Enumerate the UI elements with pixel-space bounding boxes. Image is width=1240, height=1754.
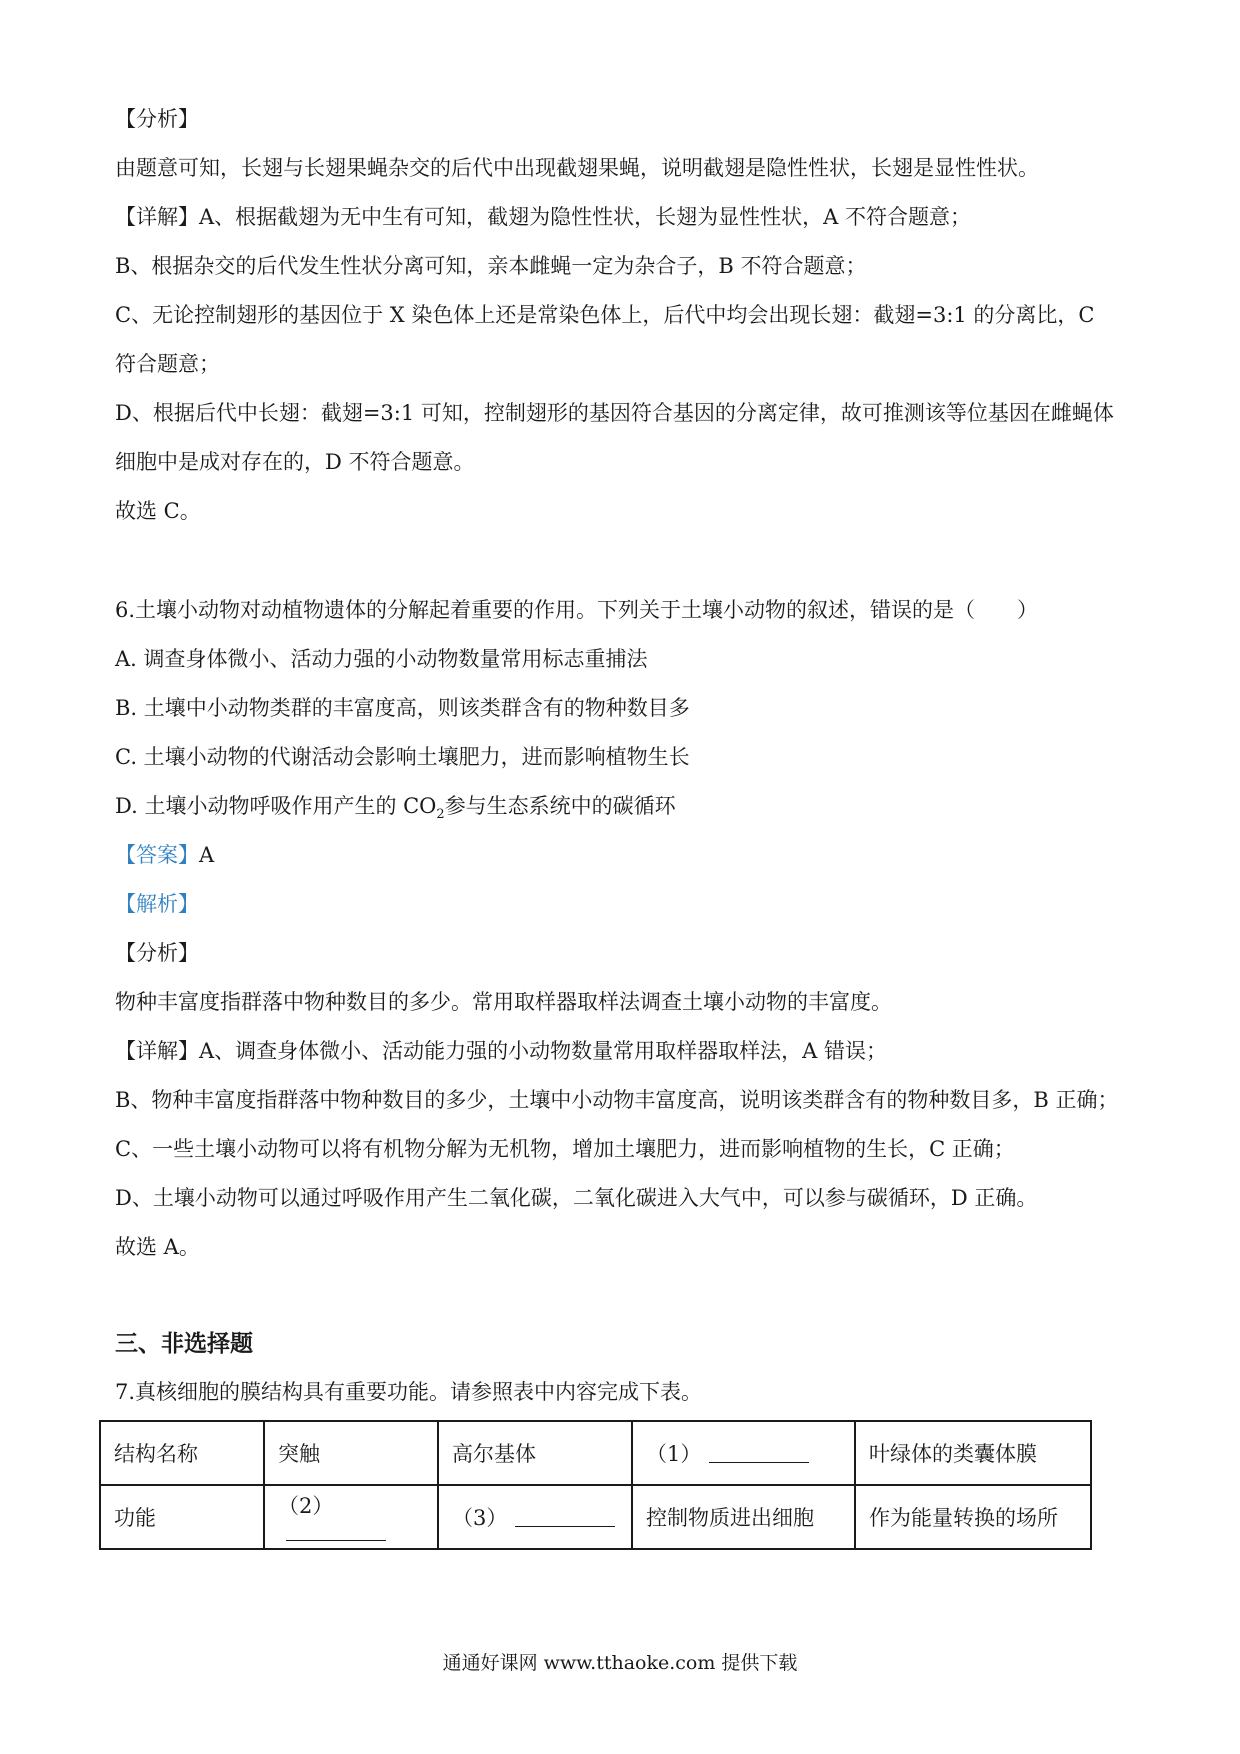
q5-detail-c-line2: 符合题意；	[115, 352, 220, 376]
table-cell: 突触	[264, 1421, 438, 1485]
table-cell: 作为能量转换的场所	[855, 1485, 1091, 1549]
q6-detail-b: B、物种丰富度指群落中物种数目的多少，土壤中小动物丰富度高，说明该类群含有的物种数目多，B 正确；	[115, 1088, 1119, 1112]
table-cell: 高尔基体	[438, 1421, 632, 1485]
answer-blank[interactable]	[515, 1508, 615, 1527]
q6-analysis-text: 物种丰富度指群落中物种数目的多少。常用取样器取样法调查土壤小动物的丰富度。	[115, 990, 892, 1014]
q6-explain-label: 【解析】	[115, 892, 199, 916]
table-cell-blank-3	[438, 1485, 632, 1549]
section-heading: 三、非选择题	[115, 1330, 253, 1357]
q5-detail-d-line2: 细胞中是成对存在的，D 不符合题意。	[115, 450, 475, 474]
q7-stem: 7.真核细胞的膜结构具有重要功能。请参照表中内容完成下表。	[115, 1380, 703, 1404]
q6-answer-value: A	[199, 843, 215, 867]
q5-detail-c-line1: C、无论控制翅形的基因位于 X 染色体上还是常染色体上，后代中均会出现长翅：截翅=3:1 的分离比，C	[115, 303, 1095, 327]
table-cell-blank-1	[632, 1421, 855, 1485]
page-footer: 通通好课网 www.tthaoke.com 提供下载	[442, 1652, 798, 1674]
q6-answer-label: 【答案】	[115, 843, 199, 867]
q5-analysis-label: 【分析】	[115, 107, 199, 131]
q6-answer	[115, 841, 214, 869]
q5-detail-a: 【详解】A、根据截翅为无中生有可知，截翅为隐性性状，长翅为显性性状，A 不符合题意；	[115, 205, 972, 229]
blank-label: （2）	[278, 1494, 334, 1518]
answer-blank[interactable]	[286, 1522, 386, 1541]
q6-option-d-subscript: 2	[436, 807, 445, 823]
q6-option-a: A. 调查身体微小、活动力强的小动物数量常用标志重捕法	[115, 647, 648, 671]
q6-option-b: B. 土壤中小动物类群的丰富度高，则该类群含有的物种数目多	[115, 696, 690, 720]
q5-detail-d-line1: D、根据后代中长翅：截翅=3:1 可知，控制翅形的基因符合基因的分离定律，故可推测该等位基因在雌蝇体	[115, 401, 1114, 425]
table-cell: 叶绿体的类囊体膜	[855, 1421, 1091, 1485]
q5-analysis-text: 由题意可知，长翅与长翅果蝇杂交的后代中出现截翅果蝇，说明截翅是隐性性状，长翅是显性性状。	[115, 156, 1039, 180]
q5-detail-b: B、根据杂交的后代发生性状分离可知，亲本雌蝇一定为杂合子，B 不符合题意；	[115, 254, 867, 278]
q6-option-d-text: D. 土壤小动物呼吸作用产生的 CO	[115, 794, 437, 818]
table-cell-blank-2	[264, 1485, 438, 1549]
table-row	[100, 1485, 1091, 1549]
blank-label: （1）	[646, 1442, 702, 1466]
q6-option-c: C. 土壤小动物的代谢活动会影响土壤肥力，进而影响植物生长	[115, 745, 690, 769]
q6-detail-a: 【详解】A、调查身体微小、活动能力强的小动物数量常用取样器取样法，A 错误；	[115, 1039, 888, 1063]
membrane-structure-table	[99, 1420, 1092, 1550]
table-header-cell: 结构名称	[100, 1421, 264, 1485]
q6-option-d-rest: 参与生态系统中的碳循环	[444, 794, 676, 818]
answer-blank[interactable]	[709, 1444, 809, 1463]
table-cell: 控制物质进出细胞	[632, 1485, 855, 1549]
table-header-cell: 功能	[100, 1485, 264, 1549]
q6-analysis-label: 【分析】	[115, 941, 199, 965]
q6-detail-c: C、一些土壤小动物可以将有机物分解为无机物，增加土壤肥力，进而影响植物的生长，C 正确；	[115, 1137, 1015, 1161]
blank-label: （3）	[452, 1506, 508, 1530]
q6-option-d	[115, 792, 676, 823]
q5-conclusion: 故选 C。	[115, 499, 201, 523]
table-row	[100, 1421, 1091, 1485]
q6-detail-d: D、土壤小动物可以通过呼吸作用产生二氧化碳，二氧化碳进入大气中，可以参与碳循环，D 正确。	[115, 1186, 1038, 1210]
q6-stem: 6.土壤小动物对动植物遗体的分解起着重要的作用。下列关于土壤小动物的叙述，错误的是（ ）	[115, 598, 1039, 622]
q6-conclusion: 故选 A。	[115, 1235, 200, 1259]
